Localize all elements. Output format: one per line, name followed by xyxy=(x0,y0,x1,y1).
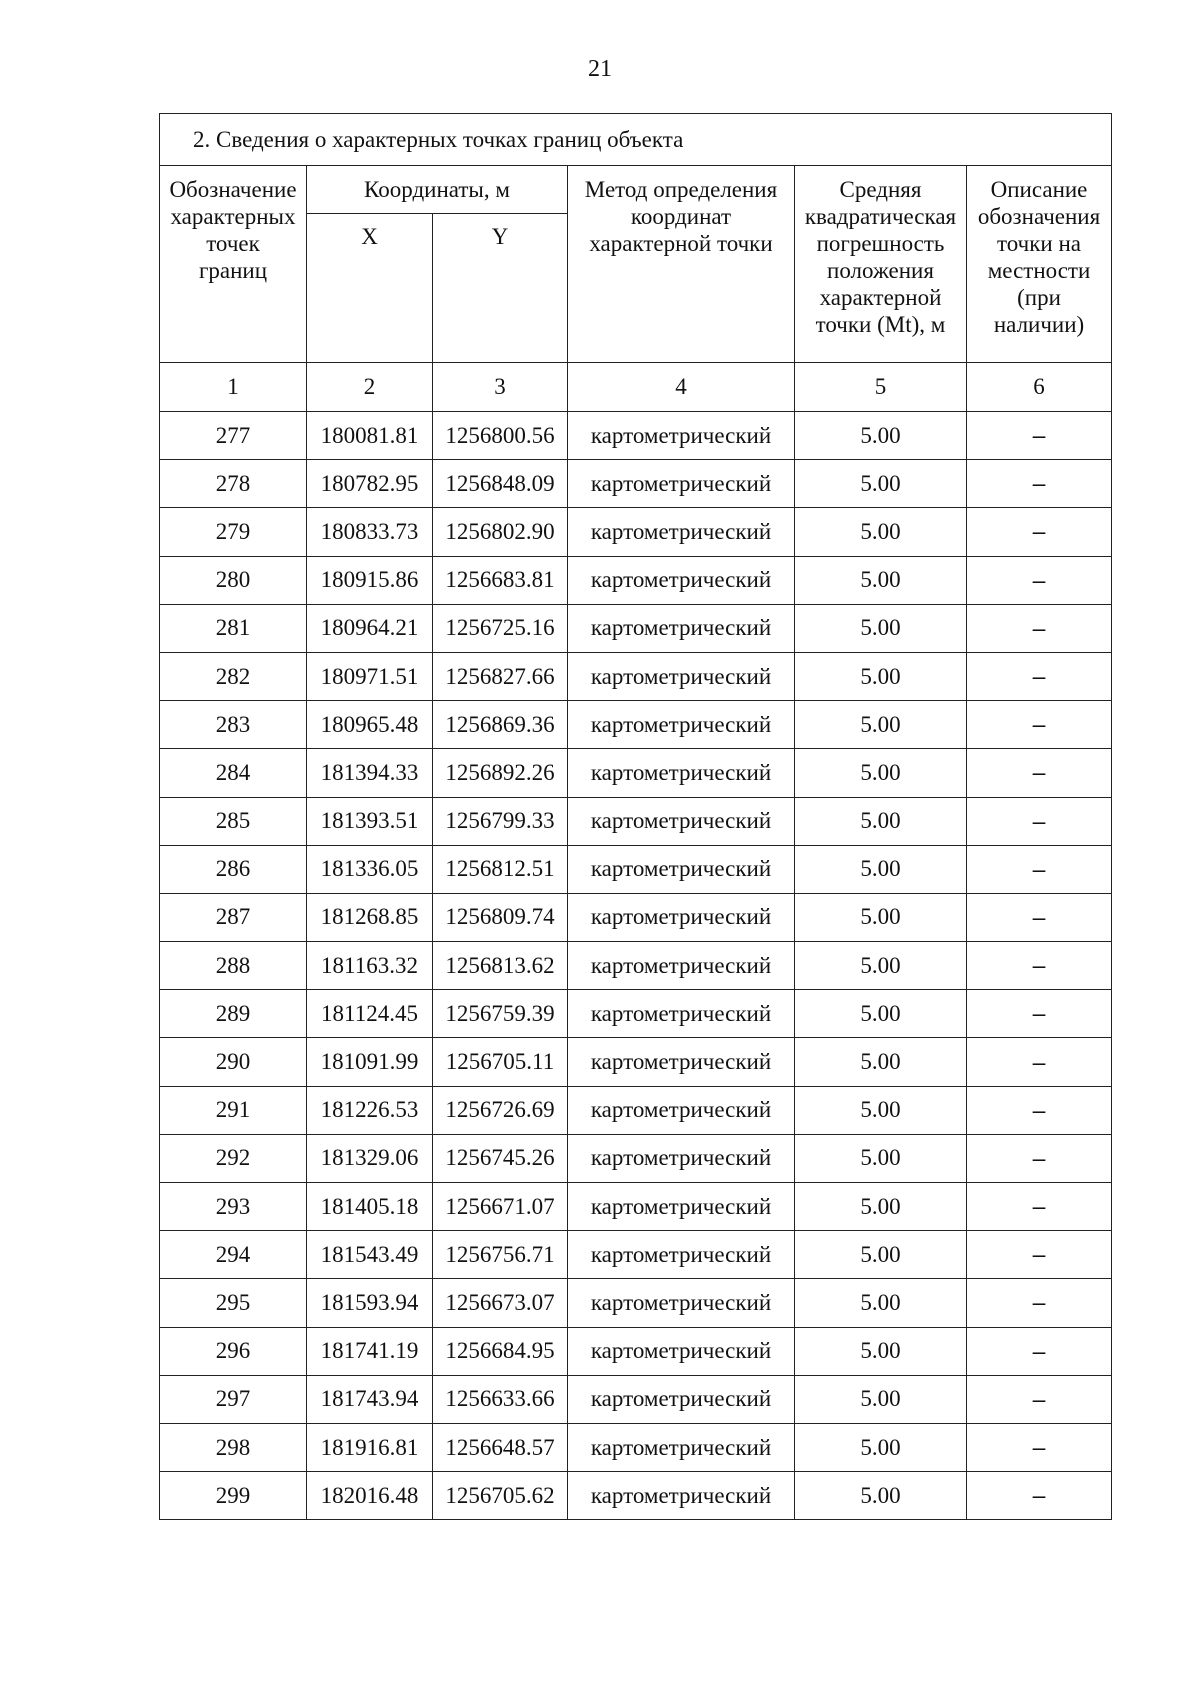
point-cell: 281 xyxy=(160,604,307,652)
error-cell: 5.00 xyxy=(795,460,967,508)
x-coordinate-cell: 180965.48 xyxy=(307,701,433,749)
method-cell: картометрический xyxy=(568,556,795,604)
method-cell: картометрический xyxy=(568,701,795,749)
point-cell: 296 xyxy=(160,1327,307,1375)
header-description: Описание обозначения точки на местности (при наличии) xyxy=(967,166,1112,363)
description-cell: – xyxy=(967,749,1112,797)
table-body xyxy=(160,412,1112,1520)
x-coordinate-cell: 181743.94 xyxy=(307,1375,433,1423)
error-cell: 5.00 xyxy=(795,1183,967,1231)
method-cell: картометрический xyxy=(568,942,795,990)
description-cell: – xyxy=(967,556,1112,604)
table-row xyxy=(160,1375,1112,1423)
y-coordinate-cell: 1256705.11 xyxy=(433,1038,568,1086)
y-coordinate-cell: 1256812.51 xyxy=(433,845,568,893)
table-row xyxy=(160,942,1112,990)
column-number: 1 xyxy=(160,363,307,412)
x-coordinate-cell: 181394.33 xyxy=(307,749,433,797)
x-coordinate-cell: 180971.51 xyxy=(307,652,433,700)
y-coordinate-cell: 1256892.26 xyxy=(433,749,568,797)
error-cell: 5.00 xyxy=(795,1134,967,1182)
description-cell: – xyxy=(967,1231,1112,1279)
x-coordinate-cell: 181091.99 xyxy=(307,1038,433,1086)
method-cell: картометрический xyxy=(568,1423,795,1471)
method-cell: картометрический xyxy=(568,508,795,556)
description-cell: – xyxy=(967,604,1112,652)
x-coordinate-cell: 180964.21 xyxy=(307,604,433,652)
error-cell: 5.00 xyxy=(795,990,967,1038)
point-cell: 289 xyxy=(160,990,307,1038)
description-cell: – xyxy=(967,1375,1112,1423)
table-row xyxy=(160,508,1112,556)
point-cell: 292 xyxy=(160,1134,307,1182)
x-coordinate-cell: 181543.49 xyxy=(307,1231,433,1279)
table-row xyxy=(160,845,1112,893)
y-coordinate-cell: 1256684.95 xyxy=(433,1327,568,1375)
method-cell: картометрический xyxy=(568,1086,795,1134)
point-cell: 284 xyxy=(160,749,307,797)
error-cell: 5.00 xyxy=(795,845,967,893)
point-cell: 299 xyxy=(160,1472,307,1520)
description-cell: – xyxy=(967,990,1112,1038)
header-coordinates: Координаты, м xyxy=(307,166,568,214)
error-cell: 5.00 xyxy=(795,1327,967,1375)
point-cell: 290 xyxy=(160,1038,307,1086)
description-cell: – xyxy=(967,845,1112,893)
table-row xyxy=(160,1327,1112,1375)
point-cell: 295 xyxy=(160,1279,307,1327)
y-coordinate-cell: 1256725.16 xyxy=(433,604,568,652)
point-cell: 287 xyxy=(160,893,307,941)
method-cell: картометрический xyxy=(568,990,795,1038)
error-cell: 5.00 xyxy=(795,508,967,556)
point-cell: 288 xyxy=(160,942,307,990)
description-cell: – xyxy=(967,412,1112,460)
y-coordinate-cell: 1256673.07 xyxy=(433,1279,568,1327)
column-number: 6 xyxy=(967,363,1112,412)
method-cell: картометрический xyxy=(568,1134,795,1182)
x-coordinate-cell: 180915.86 xyxy=(307,556,433,604)
x-coordinate-cell: 180782.95 xyxy=(307,460,433,508)
y-coordinate-cell: 1256800.56 xyxy=(433,412,568,460)
method-cell: картометрический xyxy=(568,1231,795,1279)
y-coordinate-cell: 1256726.69 xyxy=(433,1086,568,1134)
description-cell: – xyxy=(967,942,1112,990)
description-cell: – xyxy=(967,1086,1112,1134)
y-coordinate-cell: 1256813.62 xyxy=(433,942,568,990)
description-cell: – xyxy=(967,1183,1112,1231)
y-coordinate-cell: 1256671.07 xyxy=(433,1183,568,1231)
x-coordinate-cell: 181741.19 xyxy=(307,1327,433,1375)
method-cell: картометрический xyxy=(568,797,795,845)
header-y: Y xyxy=(433,214,568,363)
table-row xyxy=(160,990,1112,1038)
x-coordinate-cell: 181916.81 xyxy=(307,1423,433,1471)
error-cell: 5.00 xyxy=(795,1375,967,1423)
error-cell: 5.00 xyxy=(795,1279,967,1327)
table-row xyxy=(160,556,1112,604)
method-cell: картометрический xyxy=(568,652,795,700)
x-coordinate-cell: 181268.85 xyxy=(307,893,433,941)
y-coordinate-cell: 1256683.81 xyxy=(433,556,568,604)
point-cell: 294 xyxy=(160,1231,307,1279)
table-row xyxy=(160,604,1112,652)
error-cell: 5.00 xyxy=(795,556,967,604)
x-coordinate-cell: 180081.81 xyxy=(307,412,433,460)
method-cell: картометрический xyxy=(568,1472,795,1520)
error-cell: 5.00 xyxy=(795,1038,967,1086)
method-cell: картометрический xyxy=(568,1279,795,1327)
y-coordinate-cell: 1256705.62 xyxy=(433,1472,568,1520)
error-cell: 5.00 xyxy=(795,1231,967,1279)
y-coordinate-cell: 1256802.90 xyxy=(433,508,568,556)
x-coordinate-cell: 181124.45 xyxy=(307,990,433,1038)
point-cell: 282 xyxy=(160,652,307,700)
method-cell: картометрический xyxy=(568,1327,795,1375)
table-row xyxy=(160,1134,1112,1182)
error-cell: 5.00 xyxy=(795,893,967,941)
description-cell: – xyxy=(967,1327,1112,1375)
table-row xyxy=(160,1423,1112,1471)
x-coordinate-cell: 181336.05 xyxy=(307,845,433,893)
x-coordinate-cell: 181226.53 xyxy=(307,1086,433,1134)
column-number: 3 xyxy=(433,363,568,412)
point-cell: 285 xyxy=(160,797,307,845)
table-row xyxy=(160,749,1112,797)
column-numbers-row xyxy=(160,363,1112,412)
column-number: 4 xyxy=(568,363,795,412)
table-row xyxy=(160,652,1112,700)
table-row xyxy=(160,1472,1112,1520)
method-cell: картометрический xyxy=(568,460,795,508)
y-coordinate-cell: 1256809.74 xyxy=(433,893,568,941)
description-cell: – xyxy=(967,1423,1112,1471)
point-cell: 297 xyxy=(160,1375,307,1423)
x-coordinate-cell: 180833.73 xyxy=(307,508,433,556)
point-cell: 279 xyxy=(160,508,307,556)
table-row xyxy=(160,1183,1112,1231)
header-method: Метод определения координат характерной точки xyxy=(568,166,795,363)
table-row xyxy=(160,460,1112,508)
x-coordinate-cell: 181393.51 xyxy=(307,797,433,845)
description-cell: – xyxy=(967,1472,1112,1520)
error-cell: 5.00 xyxy=(795,1472,967,1520)
table-row xyxy=(160,701,1112,749)
error-cell: 5.00 xyxy=(795,412,967,460)
column-number: 2 xyxy=(307,363,433,412)
error-cell: 5.00 xyxy=(795,797,967,845)
x-coordinate-cell: 181405.18 xyxy=(307,1183,433,1231)
point-cell: 293 xyxy=(160,1183,307,1231)
point-cell: 298 xyxy=(160,1423,307,1471)
point-cell: 278 xyxy=(160,460,307,508)
table-row xyxy=(160,1231,1112,1279)
description-cell: – xyxy=(967,652,1112,700)
error-cell: 5.00 xyxy=(795,749,967,797)
point-cell: 277 xyxy=(160,412,307,460)
description-cell: – xyxy=(967,1134,1112,1182)
error-cell: 5.00 xyxy=(795,1086,967,1134)
y-coordinate-cell: 1256756.71 xyxy=(433,1231,568,1279)
column-number: 5 xyxy=(795,363,967,412)
error-cell: 5.00 xyxy=(795,942,967,990)
header-x: X xyxy=(307,214,433,363)
section-title: 2. Сведения о характерных точках границ объекта xyxy=(160,114,1112,166)
table-row xyxy=(160,797,1112,845)
table-row xyxy=(160,1279,1112,1327)
page-number: 21 xyxy=(588,56,612,82)
y-coordinate-cell: 1256848.09 xyxy=(433,460,568,508)
error-cell: 5.00 xyxy=(795,652,967,700)
description-cell: – xyxy=(967,1279,1112,1327)
point-cell: 291 xyxy=(160,1086,307,1134)
y-coordinate-cell: 1256745.26 xyxy=(433,1134,568,1182)
table-row xyxy=(160,893,1112,941)
header-mean-square-error: Средняя квадратическая погрешность положения характерной точки (Mt), м xyxy=(795,166,967,363)
point-cell: 286 xyxy=(160,845,307,893)
method-cell: картометрический xyxy=(568,1375,795,1423)
method-cell: картометрический xyxy=(568,604,795,652)
description-cell: – xyxy=(967,1038,1112,1086)
x-coordinate-cell: 181593.94 xyxy=(307,1279,433,1327)
table-row xyxy=(160,1038,1112,1086)
x-coordinate-cell: 182016.48 xyxy=(307,1472,433,1520)
method-cell: картометрический xyxy=(568,749,795,797)
point-cell: 283 xyxy=(160,701,307,749)
description-cell: – xyxy=(967,893,1112,941)
y-coordinate-cell: 1256799.33 xyxy=(433,797,568,845)
method-cell: картометрический xyxy=(568,412,795,460)
y-coordinate-cell: 1256759.39 xyxy=(433,990,568,1038)
error-cell: 5.00 xyxy=(795,1423,967,1471)
description-cell: – xyxy=(967,797,1112,845)
method-cell: картометрический xyxy=(568,845,795,893)
x-coordinate-cell: 181329.06 xyxy=(307,1134,433,1182)
point-cell: 280 xyxy=(160,556,307,604)
method-cell: картометрический xyxy=(568,1038,795,1086)
description-cell: – xyxy=(967,460,1112,508)
y-coordinate-cell: 1256648.57 xyxy=(433,1423,568,1471)
y-coordinate-cell: 1256633.66 xyxy=(433,1375,568,1423)
method-cell: картометрический xyxy=(568,1183,795,1231)
boundary-points-table xyxy=(159,113,1112,1520)
error-cell: 5.00 xyxy=(795,604,967,652)
description-cell: – xyxy=(967,508,1112,556)
header-designation: Обозначение характерных точек границ xyxy=(160,166,307,363)
description-cell: – xyxy=(967,701,1112,749)
y-coordinate-cell: 1256827.66 xyxy=(433,652,568,700)
y-coordinate-cell: 1256869.36 xyxy=(433,701,568,749)
method-cell: картометрический xyxy=(568,893,795,941)
x-coordinate-cell: 181163.32 xyxy=(307,942,433,990)
table-row xyxy=(160,412,1112,460)
table-row xyxy=(160,1086,1112,1134)
error-cell: 5.00 xyxy=(795,701,967,749)
